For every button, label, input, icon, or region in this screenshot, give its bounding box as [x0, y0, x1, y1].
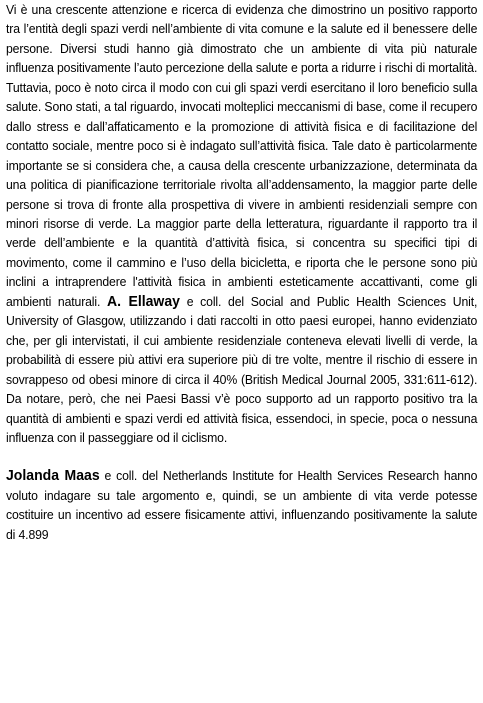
author-name-ellaway: A. Ellaway [107, 292, 180, 310]
paragraph-maas-study [6, 466, 477, 544]
paragraph-1-text-study: e coll. del Social and Public Health Sciences Unit, University of Glasgow, utilizzando i dati raccolti in otto paesi europei, hanno evidenziato che, per gli intervistati, il cui ambiente residenziale conteneva elevati livelli di verde, la probabilità di essere più attivi era superiore più di tre volte, mentre il rischio di essere in sovrappeso od obesi minore di circa il 40% (British Medical Journal 2005, 331:611-612). Da notare, però, che nei Paesi Bassi v’è poco supporto ad un rapporto positivo tra la quantità di ambienti e spazi verdi ed attività fisica, essendoci, in specie, poca o nessuna influenza con il passeggiare od il ciclismo. [6, 293, 478, 445]
paragraph-1-text-intro: Vi è una crescente attenzione e ricerca di evidenza che dimostrino un positivo rapporto tra l’entità degli spazi verdi nell’ambiente di vita comune e la salute ed il benessere delle persone. Diversi studi hanno già dimostrato che un ambiente di vita più naturale influenza positivamente l’auto percezione della salute e porta a ridurre i rischi di mortalità. Tuttavia, poco è noto circa il modo con cui gli spazi verdi esercitano il loro beneficio sulla salute. Sono stati, a tal riguardo, invocati molteplici meccanismi di base, come il recupero dallo stress e dall’affaticamento e la promozione di attività fisica e di facilitazione del contatto sociale, mentre poco si è indagato sull’attività fisica. Tale dato è particolarmente importante se si considera che, a causa della crescente urbanizzazione, determinata da una politica di pianificazione territoriale rivolta all’addensamento, la maggior parte delle persone si trova di fronte alla prospettiva di vivere in ambienti residenziali sempre con minori risorse di verde. La maggior parte della letteratura, riguardante il rapporto tra il verde dell’ambiente e la quantità d’attività fisica, si concentra su specifici tipi di movimento, come il cammino e l’uso della bicicletta, e riporta che le persone sono più inclini a intraprendere l'attività fisica in ambienti esteticamente accattivanti, come gli ambienti naturali. [6, 2, 478, 309]
document-page [6, 0, 477, 544]
author-name-maas: Jolanda Maas [6, 467, 100, 485]
paragraph-green-spaces [6, 0, 477, 447]
paragraph-2-text: e coll. del Netherlands Institute for Health Services Research hanno voluto indagare su tale argomento e, quindi, se un ambiente di vita verde potesse costituire un incentivo ad essere fisicamente attivi, influenzando positivamente la salute di 4.899 [6, 468, 478, 542]
